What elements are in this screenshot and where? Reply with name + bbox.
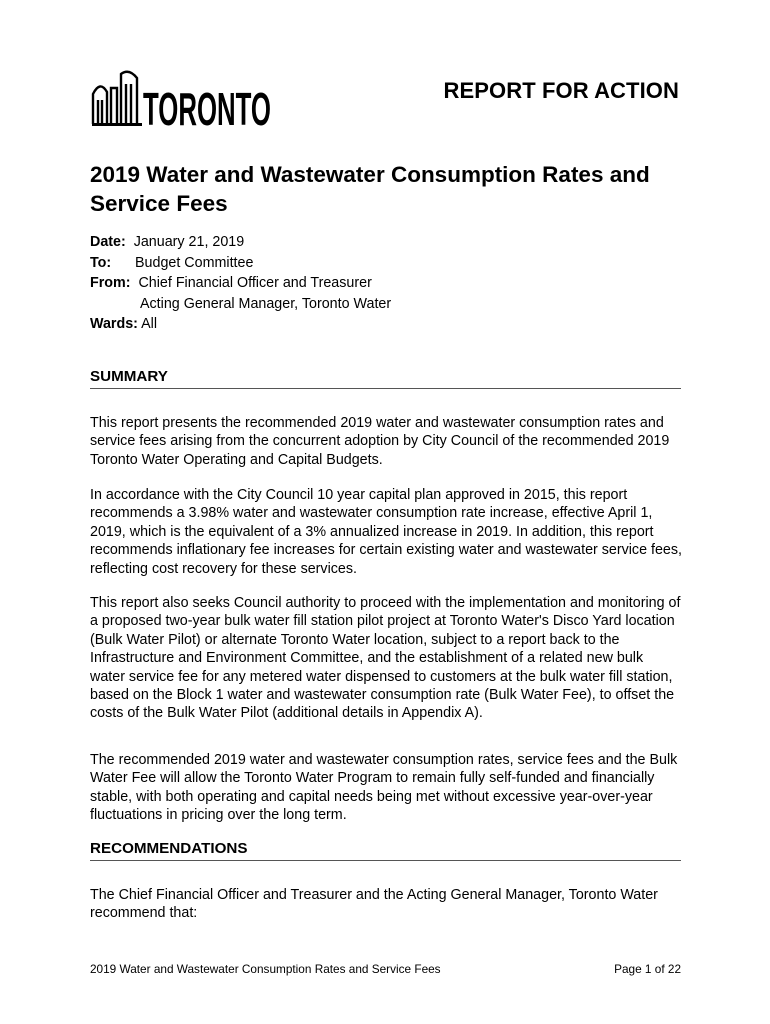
meta-to-value: Budget Committee xyxy=(135,254,254,271)
meta-wards-label: Wards: xyxy=(90,316,138,332)
meta-to-label: To: xyxy=(90,254,112,271)
meta-from-value-1: Chief Financial Officer and Treasurer xyxy=(138,275,372,291)
toronto-city-hall-icon xyxy=(90,68,280,136)
toronto-logo xyxy=(90,68,280,136)
meta-to-row xyxy=(90,253,391,274)
summary-paragraph-1: This report presents the recommended 2019 water and wastewater consumption rates and service fees arising from the concurrent adoption by City Council of the recommended 2019 Toronto Water Operating and Capital Budgets. xyxy=(90,415,670,468)
summary-heading: SUMMARY xyxy=(90,368,681,389)
meta-wards-row xyxy=(90,314,391,335)
summary-paragraph-3: This report also seeks Council authority to proceed with the implementation and monitoring of a proposed two-year bulk water fill station pilot project at Toronto Water's Disco Yard location (Bulk Water Pilot) or alternate Toronto Water location, subject to a report back to the Infrastructure and Environment Committee, and the establishment of a related new bulk water service fee for any metered water dispensed to customers at the bulk water fill station, based on the Block 1 water and wastewater consumption rate (Bulk Water Fee), to offset the costs of the Bulk Water Pilot (additional details in Appendix A). xyxy=(90,595,681,722)
meta-from-row-2 xyxy=(90,294,391,315)
document-meta xyxy=(90,232,391,335)
recommendations-intro: The Chief Financial Officer and Treasurer and the Acting General Manager, Toronto Water recommend that: xyxy=(90,887,658,922)
summary-paragraph-4: The recommended 2019 water and wastewater consumption rates, service fees and the Bulk Water Fee will allow the Toronto Water Program to remain fully self-funded and financially stable, with both operating and capital needs being met without excessive year-over-year fluctuations in pricing over the long term. xyxy=(90,752,678,824)
meta-wards-value: All xyxy=(141,316,158,332)
logo-wordmark: TORONTO xyxy=(143,85,271,136)
report-type-label: REPORT FOR ACTION xyxy=(443,78,679,103)
footer-page-number: Page 1 of 22 xyxy=(614,962,681,976)
meta-date-row xyxy=(90,232,391,253)
meta-date-label: Date: xyxy=(90,234,126,250)
meta-from-label: From: xyxy=(90,275,131,291)
recommendations-heading: RECOMMENDATIONS xyxy=(90,840,681,861)
summary-paragraph-2: In accordance with the City Council 10 year capital plan approved in 2015, this report recommends a 3.98% water and wastewater consumption rate increase, effective April 1, 2019, which is the equivalent of a 3% annualized increase in 2019. In addition, this report recommends inflationary fee increases for certain existing water and wastewater service fees, reflecting cost recovery for these services. xyxy=(90,487,683,577)
document-title: 2019 Water and Wastewater Consumption Rates and Service Fees xyxy=(90,162,650,216)
meta-from-value-2: Acting General Manager, Toronto Water xyxy=(140,295,392,312)
meta-from-row xyxy=(90,273,391,294)
meta-date-value: January 21, 2019 xyxy=(133,234,245,250)
footer-document-title: 2019 Water and Wastewater Consumption Rates and Service Fees xyxy=(90,962,441,976)
